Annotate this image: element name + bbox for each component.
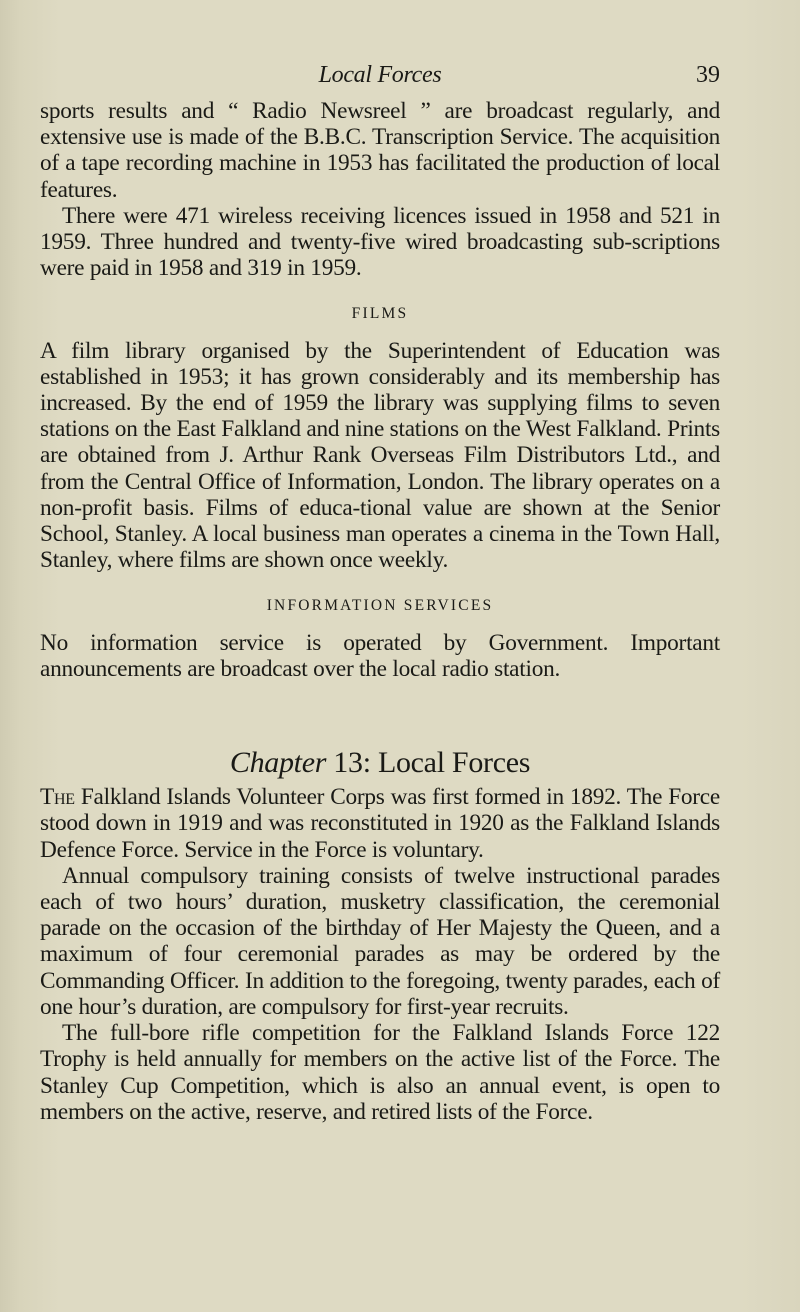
section-heading-films: FILMS	[351, 305, 409, 323]
chapter-title	[40, 746, 720, 780]
chapter-label: Chapter	[229, 746, 327, 780]
body-text	[40, 98, 720, 1125]
page-number: 39	[696, 62, 720, 88]
paragraph-broadcast: sports results and “ Radio Newsreel ” are broadcast regularly, and extensive use is made of the B.B.C. Transcription Service. The acquisition of a tape recording machine in 1953 has facilitated the production of local features.	[40, 98, 720, 203]
paragraph-rifle-competition: The full-bore rifle competition for the Falkland Islands Force 122 Trophy is held annually for members on the active list of the Force. The Stanley Cup Competition, which is also an annual event, is open to members on the active, reserve, and retired lists of the Force.	[40, 1020, 720, 1125]
section-heading-information-services: INFORMATION SERVICES	[266, 597, 494, 615]
paragraph-annual-training: Annual compulsory training consists of twelve instructional parades each of two hours’ duration, musketry classification, the ceremonial parade on the occasion of the birthday of Her Majesty the Queen, and a maximum of four ceremonial parades as may be ordered by the Commanding Officer. In addition to the foregoing, twenty parades, each of one hour’s duration, are compulsory for first-year recruits.	[40, 862, 720, 1020]
chapter-number-title: 13: Local Forces	[326, 746, 531, 780]
paragraph-corps-history-text: Falkland Islands Volunteer Corps was first formed in 1892. The Force stood down in 1919 and was reconstituted in 1920 as the Falkland Islands Defence Force. Service in the Force is voluntary.	[40, 784, 720, 863]
paragraph-films: A film library organised by the Superintendent of Education was established in 1953; it has grown considerably and its membership has increased. By the end of 1959 the library was supplying films to seven stations on the East Falkland and nine stations on the West Falkland. Prints are obtained from J. Arthur Rank Overseas Film Distributors Ltd., and from the Central Office of Information, London. The library operates on a non-profit basis. Films of educa-tional value are shown at the Senior School, Stanley. A local business man operates a cinema in the Town Hall, Stanley, where films are shown once weekly.	[40, 337, 720, 574]
running-header	[40, 62, 720, 92]
paragraph-information-services: No information service is operated by Government. Important announcements are broadcast over the local radio station.	[40, 629, 720, 682]
paragraph-corps-history	[40, 784, 720, 863]
paragraph-licences: There were 471 wireless receiving licences issued in 1958 and 521 in 1959. Three hundred and twenty-five wired broadcasting sub-scriptions were paid in 1958 and 319 in 1959.	[40, 202, 720, 282]
smallcaps-lead: The	[40, 784, 75, 811]
running-title: Local Forces	[318, 62, 442, 88]
